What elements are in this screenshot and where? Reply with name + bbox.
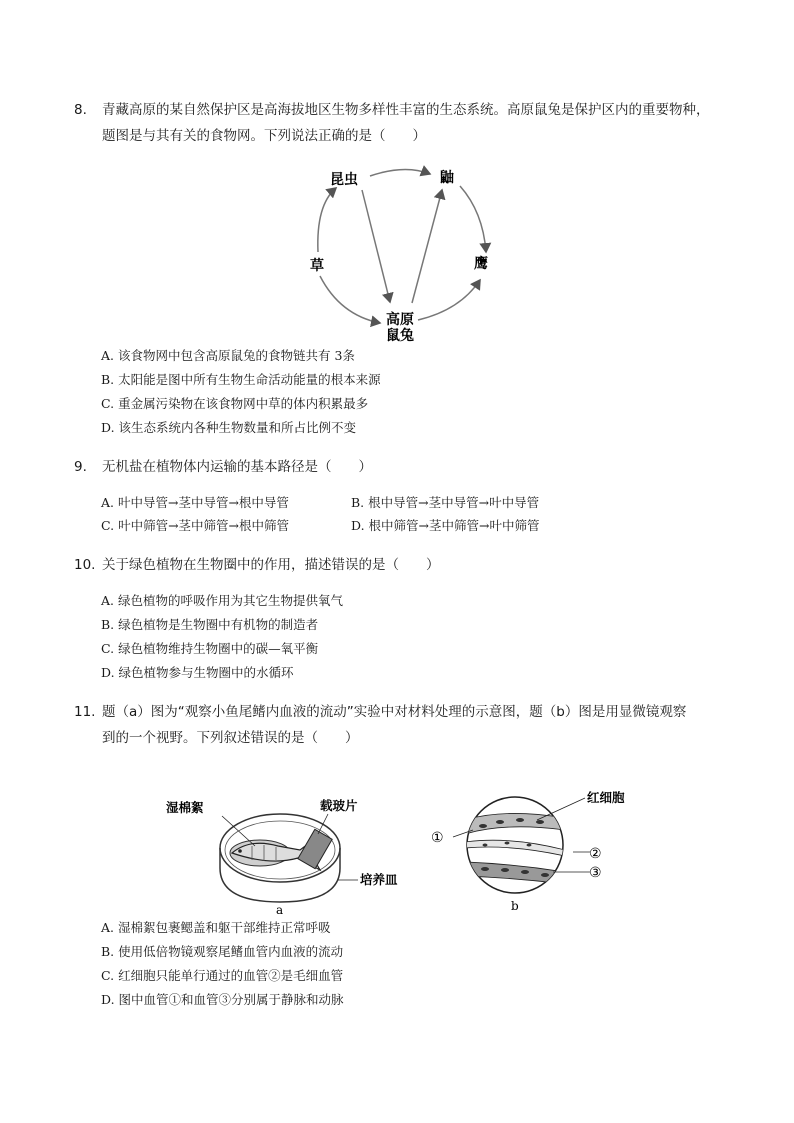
question-text: 青藏高原的某自然保护区是高海拔地区生物多样性丰富的生态系统。高原鼠兔是保护区内的重要物种， [102, 102, 710, 118]
q8-option-d: D. 该生态系统内各种生物数量和所占比例不变 [101, 420, 357, 435]
food-web-diagram [300, 160, 510, 345]
q9-option-c: C. 叶中筛管→茎中筛管→根中筛管 [101, 518, 290, 533]
q8-option-c: C. 重金属污染物在该食物网中草的体内积累最多 [101, 396, 369, 411]
question-text: 无机盐在植物体内运输的基本路径是（ ） [102, 459, 372, 475]
arrow-insect-weasel [370, 169, 430, 176]
figure-a-petri-dish [160, 790, 420, 920]
q10-option-b: B. 绿色植物是生物圈中有机物的制造者 [101, 617, 319, 632]
question-number: 9. [74, 459, 87, 475]
label-b: b [511, 899, 519, 913]
q11-option-d: D. 图中血管①和血管③分别属于静脉和动脉 [101, 992, 344, 1007]
node-weasel: 鼬 [440, 170, 454, 186]
question-8 [74, 97, 734, 149]
question-number: 8. [74, 102, 87, 118]
q8-option-b: B. 太阳能是图中所有生物生命活动能量的根本来源 [101, 372, 381, 387]
arrow-grass-insect [318, 188, 336, 252]
q11-option-a: A. 湿棉絮包裹鳃盖和躯干部维持正常呼吸 [101, 920, 331, 935]
arrow-pika-weasel [412, 190, 442, 303]
q9-option-d: D. 根中筛管→茎中筛管→叶中筛管 [351, 518, 540, 533]
label-wet-cotton: 湿棉絮 [166, 800, 204, 815]
node-grass: 草 [310, 258, 324, 274]
figure-b-microscope-view [425, 780, 655, 920]
label-vessel-1: ① [431, 830, 444, 846]
q9-option-a: A. 叶中导管→茎中导管→根中导管 [101, 495, 289, 510]
label-vessel-2: ② [589, 846, 602, 862]
arrow-grass-pika [320, 276, 380, 323]
arrow-pika-eagle [418, 280, 480, 320]
question-text-cont: 到的一个视野。下列叙述错误的是（ ） [102, 730, 359, 746]
question-number: 11. [74, 704, 96, 720]
node-pika-1: 高原 [386, 312, 414, 328]
q11-option-c: C. 红细胞只能单行通过的血管②是毛细血管 [101, 968, 344, 983]
question-9 [74, 454, 734, 480]
q11-option-b: B. 使用低倍物镜观察尾鳍血管内血液的流动 [101, 944, 344, 959]
q9-option-b: B. 根中导管→茎中导管→叶中导管 [351, 495, 540, 510]
arrow-weasel-eagle [460, 186, 486, 252]
label-rbc: 红细胞 [587, 790, 625, 805]
node-eagle: 鹰 [474, 256, 488, 272]
node-pika-2: 鼠兔 [386, 328, 414, 344]
question-text: 题（a）图为“观察小鱼尾鳍内血液的流动”实验中对材料处理的示意图，题（b）图是用显微镜观察 [102, 704, 687, 720]
question-10 [74, 552, 734, 578]
question-text: 关于绿色植物在生物圈中的作用，描述错误的是（ ） [102, 557, 440, 573]
q10-option-c: C. 绿色植物维持生物圈中的碳—氧平衡 [101, 641, 319, 656]
q8-option-a: A. 该食物网中包含高原鼠兔的食物链共有 3条 [101, 348, 355, 363]
q10-option-d: D. 绿色植物参与生物圈中的水循环 [101, 665, 294, 680]
question-number: 10. [74, 557, 96, 573]
label-a: a [276, 903, 284, 917]
label-slide: 载玻片 [320, 798, 358, 813]
question-text-cont: 题图是与其有关的食物网。下列说法正确的是（ ） [102, 128, 426, 144]
label-vessel-3: ③ [589, 865, 602, 881]
question-11 [74, 699, 734, 751]
q10-option-a: A. 绿色植物的呼吸作用为其它生物提供氧气 [101, 593, 343, 608]
label-petri-dish: 培养皿 [360, 872, 398, 887]
node-insect: 昆虫 [330, 172, 358, 188]
arrow-insect-pika [362, 190, 390, 302]
